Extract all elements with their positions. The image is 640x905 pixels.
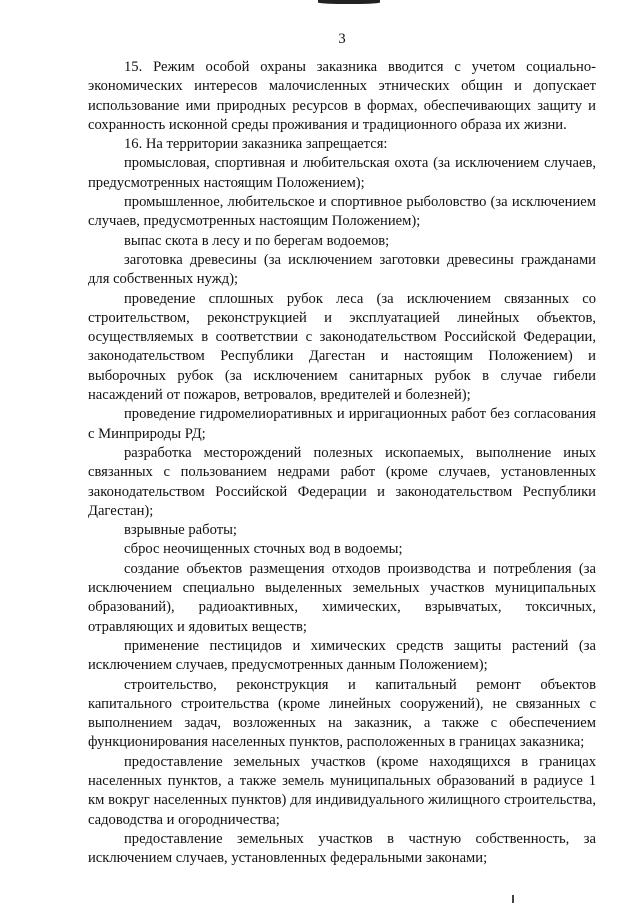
- prohibition-mining: разработка месторождений полезных ископаемых, выполнение иных связанных с пользованием недрами работ (кроме случаев, установленных законодательством Российской Федерации и законодательством Республики Дагестан);: [88, 444, 596, 519]
- prohibition-waste-disposal: создание объектов размещения отходов производства и потребления (за исключением специально выделенных земельных участков муниципальных образований), радиоактивных, химических, взрывчатых, токсичных, отравляющих и ядовитых веществ;: [88, 560, 596, 635]
- prohibition-construction: строительство, реконструкция и капитальный ремонт объектов капитального строительства (кроме линейных сооружений), не связанных с выполнением задач, возложенных на заказник, а также с обеспечением функционирования населенных пунктов, расположенных в границах заказника;: [88, 676, 596, 751]
- prohibition-wastewater: сброс неочищенных сточных вод в водоемы;: [124, 541, 403, 558]
- prohibition-private-ownership: предоставление земельных участков в частную собственность, за исключением случаев, установленных федеральными законами;: [88, 830, 596, 867]
- prohibition-grazing: выпас скота в лесу и по берегам водоемов;: [124, 232, 390, 249]
- scan-bottom-mark: [512, 895, 514, 903]
- prohibition-irrigation: проведение гидромелиоративных и ирригационных работ без согласования с Минприроды РД;: [88, 406, 596, 442]
- prohibition-hunting: промысловая, спортивная и любительская охота (за исключением случаев, предусмотренных настоящим Положением);: [88, 155, 596, 191]
- prohibition-pesticides: применение пестицидов и химических средств защиты растений (за исключением случаев, предусмотренных данным Положением);: [88, 637, 596, 674]
- paragraph-15-regime: 15. Режим особой охраны заказника вводится с учетом социально-экономических интересов малочисленных этнических общин и допускает использование ими природных ресурсов в формах, обеспечивающих защиту и сохранность исконной среды проживания и традиционного образа их жизни.: [88, 59, 596, 133]
- scan-edge-mark: [318, 0, 380, 4]
- prohibition-fishing: промышленное, любительское и спортивное рыболовство (за исключением случаев, предусмотренных настоящим Положением);: [88, 194, 596, 230]
- page-number: 3: [338, 31, 346, 47]
- prohibition-blasting: взрывные работы;: [124, 522, 237, 539]
- paragraph-16-prohibitions: 16. На территории заказника запрещается:: [124, 136, 388, 153]
- prohibition-land-allocation: предоставление земельных участков (кроме находящихся в границах населенных пунктов, а также земель муниципальных образований в радиусе 1 км вокруг населенных пунктов) для индивидуального жилищного строительства, садоводства и огородничества;: [88, 753, 596, 828]
- document-page: [88, 30, 596, 868]
- prohibition-clear-cutting: проведение сплошных рубок леса (за исключением связанных со строительством, реконструкцией и эксплуатацией линейных объектов, осуществляемых в соответствии с законодательством Российской Федерации, законодательством Республики Дагестан и настоящим Положением) и выборочных рубок (за исключением санитарных рубок в случае гибели насаждений от пожаров, ветровалов, вредителей и болезней);: [88, 290, 596, 404]
- prohibition-logging: заготовка древесины (за исключением заготовки древесины гражданами для собственных нужд);: [88, 251, 596, 288]
